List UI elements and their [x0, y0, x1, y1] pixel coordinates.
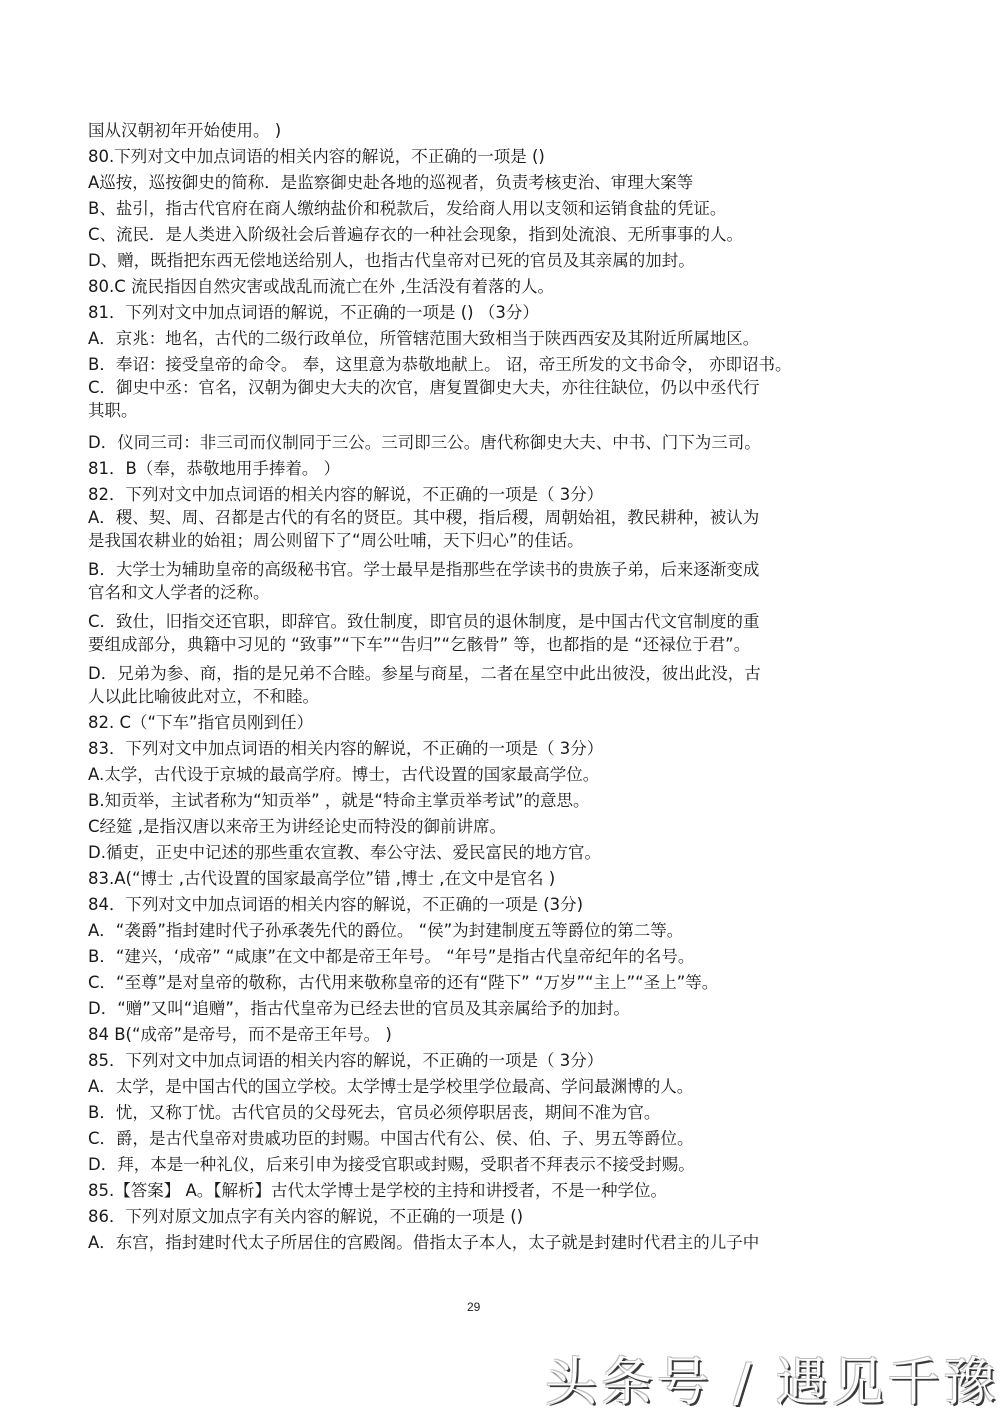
text-line: 国从汉朝初年开始使用。 )	[88, 121, 282, 140]
question-83-stem: 83．下列对文中加点词语的相关内容的解说，不正确的一项是（ 3分）	[88, 739, 604, 758]
question-81-option-b: B．奉诏：接受皇帝的命令。 奉，这里意为恭敬地献上。 诏，帝王所发的文书命令， 亦即诏书。	[88, 355, 792, 374]
question-84-option-b: B．“建兴，‘成帝” “咸康”在文中都是帝王年号。 “年号”是指古代皇帝纪年的名号。	[88, 947, 695, 966]
question-86-option-a: A．东宫，指封建时代太子所居住的宫殿阁。借指太子本人，太子就是封建时代君主的儿子中	[88, 1233, 760, 1252]
question-81-option-c-cont: 其职。	[88, 401, 138, 420]
document-body	[88, 118, 918, 1256]
question-85-answer: 85.【答案】 A。【解析】古代太学博士是学校的主持和讲授者，不是一种学位。	[88, 1181, 668, 1200]
question-82-option-b-cont: 官名和文人学者的泛称。	[88, 583, 270, 602]
question-81-option-c: C．御史中丞：官名，汉朝为御史大夫的次官，唐复置御史大夫，亦往往缺位，仍以中丞代行	[88, 378, 760, 397]
question-81-answer: 81．B（奉，恭敬地用手捧着。 ）	[88, 459, 341, 478]
question-82-option-a: A．稷、契、周、召都是古代的有名的贤臣。其中稷，指后稷，周朝始祖，教民耕种，被认为	[88, 508, 760, 527]
question-83-option-c: C经筵 ,是指汉唐以来帝王为讲经论史而特没的御前讲席。	[88, 817, 507, 836]
question-85-option-d: D．拜，本是一种礼仪，后来引申为接受官职或封赐，受职者不拜表示不接受封赐。	[88, 1155, 695, 1174]
question-83-option-d: D.循吏，正史中记述的那些重农宣教、奉公守法、爱民富民的地方官。	[88, 843, 601, 862]
question-85-option-b: B．忧，又称丁忧。古代官员的父母死去，官员必须停职居丧，期间不准为官。	[88, 1103, 661, 1122]
question-82-option-c: C．致仕，旧指交还官职，即辞官。致仕制度，即官员的退休制度，是中国古代文官制度的重	[88, 612, 760, 631]
question-84-answer: 84 B(“成帝”是帝号，而不是帝王年号。 )	[88, 1025, 392, 1044]
question-81-option-a: A．京兆：地名，古代的二级行政单位，所管辖范围大致相当于陕西西安及其附近所属地区。	[88, 329, 760, 348]
question-82-answer: 82. C（“下车”指官员刚到任）	[88, 713, 314, 732]
question-80-option-d: D、赠，既指把东西无偿地送给别人，也指古代皇帝对已死的官员及其亲属的加封。	[88, 251, 695, 270]
question-80-stem: 80.下列对文中加点词语的相关内容的解说，不正确的一项是 ()	[88, 147, 545, 166]
question-81-stem: 81．下列对文中加点词语的解说，不正确的一项是 () （3分）	[88, 303, 539, 322]
question-82-option-b: B．大学士为辅助皇帝的高级秘书官。学士最早是指那些在学读书的贵族子弟，后来逐渐变成	[88, 560, 760, 579]
question-85-option-a: A．太学，是中国古代的国立学校。太学博士是学校里学位最高、学问最渊博的人。	[88, 1077, 694, 1096]
question-83-answer: 83.A(“博士 ,古代设置的国家最高学位”错 ,博士 ,在文中是官名 )	[88, 869, 556, 888]
question-80-answer: 80.C 流民指因自然灾害或战乱而流亡在外 ,生活没有着落的人。	[88, 277, 554, 296]
question-85-stem: 85．下列对文中加点词语的相关内容的解说，不正确的一项是（ 3分）	[88, 1051, 604, 1070]
question-80-option-c: C、流民．是人类进入阶级社会后普遍存衣的一种社会现象，指到处流浪、无所事事的人。	[88, 225, 744, 244]
question-84-stem: 84．下列对文中加点词语的相关内容的解说，不正确的一项是 (3分)	[88, 895, 584, 914]
question-82-option-a-cont: 是我国农耕业的始祖；周公则留下了“周公吐哺，天下归心”的佳话。	[88, 531, 584, 550]
page-number: 29	[467, 1300, 481, 1314]
question-83-option-a: A.太学，古代设于京城的最高学府。博士，古代设置的国家最高学位。	[88, 765, 600, 784]
question-85-option-c: C．爵，是古代皇帝对贵戚功臣的封赐。中国古代有公、侯、伯、子、男五等爵位。	[88, 1129, 694, 1148]
question-80-option-b: B、盐引，指古代官府在商人缴纳盐价和税款后，发给商人用以支领和运销食盐的凭证。	[88, 199, 727, 218]
question-82-stem: 82．下列对文中加点词语的相关内容的解说，不正确的一项是（ 3分）	[88, 485, 604, 504]
watermark: 头条号 / 遇见千豫	[545, 1353, 1000, 1413]
question-84-option-c: C．“至尊”是对皇帝的敬称，古代用来敬称皇帝的还有“陛下” “万岁”“主上”“圣上”等。	[88, 973, 719, 992]
question-84-option-d: D．“赠”又叫“追赠”，指古代皇帝为已经去世的官员及其亲属给予的加封。	[88, 999, 630, 1018]
question-82-option-d: D．兄弟为参、商，指的是兄弟不合睦。参星与商星，二者在星空中此出彼没，彼出此没，古	[88, 664, 761, 683]
question-82-option-d-cont: 人以此比喻彼此对立，不和睦。	[88, 687, 319, 706]
question-83-option-b: B.知贡举，主试者称为“知贡举” ，就是“特命主掌贡举考试”的意思。	[88, 791, 590, 810]
question-86-stem: 86．下列对原文加点字有关内容的解说，不正确的一项是 ()	[88, 1207, 524, 1226]
question-80-option-a: A巡按，巡按御史的简称．是监察御史赴各地的巡视者，负责考核吏治、审理大案等	[88, 173, 694, 192]
question-84-option-a: A．“袭爵”指封建时代子孙承袭先代的爵位。 “侯”为封建制度五等爵位的第二等。	[88, 921, 684, 940]
question-82-option-c-cont: 要组成部分，典籍中习见的 “致事”“下车”“告归”“乞骸骨” 等，也都指的是 “还禄位于君”。	[88, 635, 751, 654]
question-81-option-d: D．仪同三司：非三司而仪制同于三公。三司即三公。唐代称御史大夫、中书、门下为三司。	[88, 433, 761, 452]
